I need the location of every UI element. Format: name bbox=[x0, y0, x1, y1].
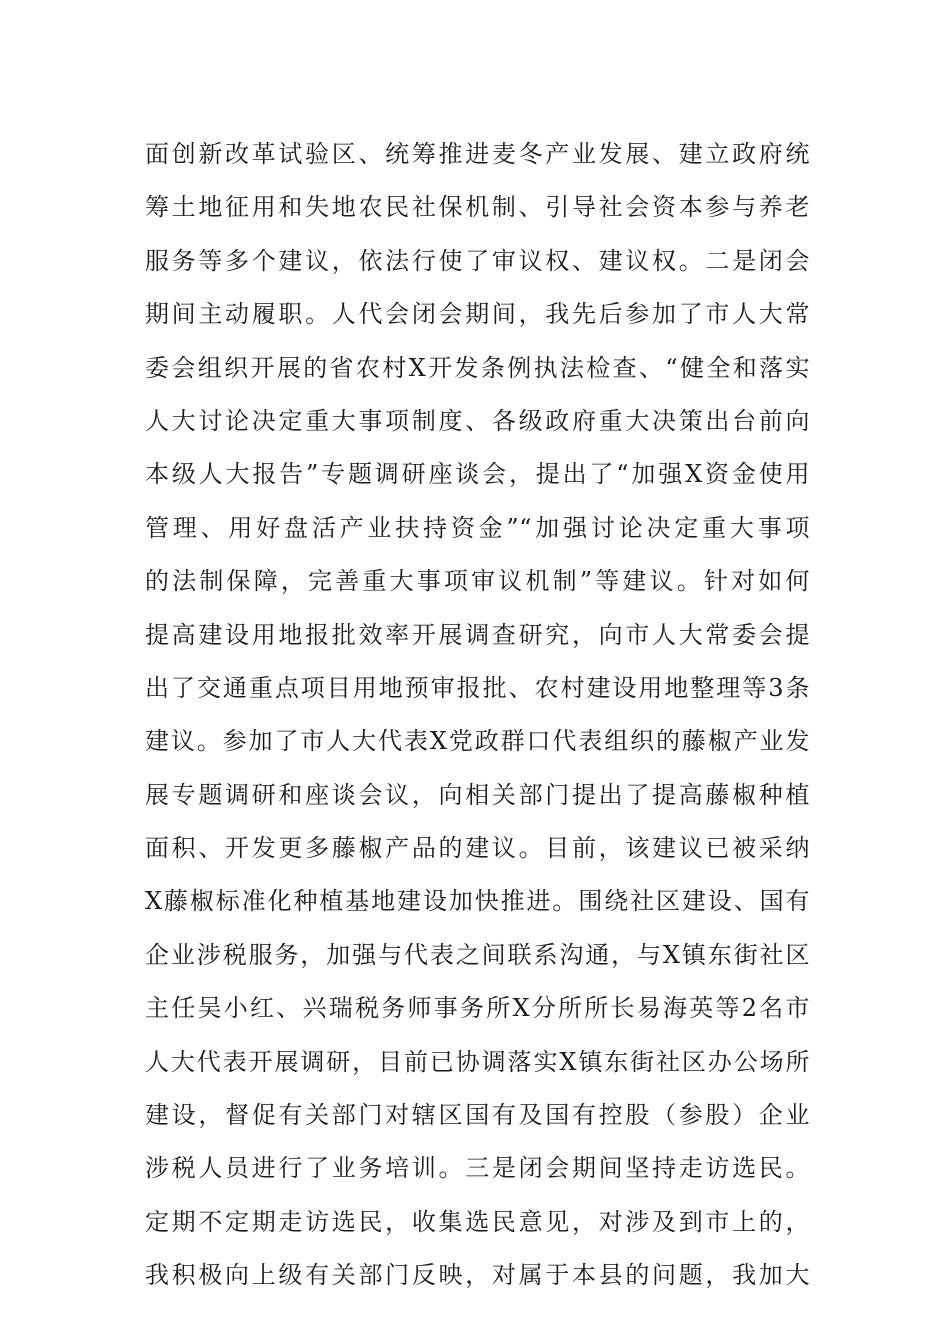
text-line: 建设，督促有关部门对辖区国有及国有控股（参股）企业 bbox=[145, 1101, 810, 1130]
text-line: 展专题调研和座谈会议，向相关部门提出了提高藤椒种植 bbox=[145, 780, 810, 809]
text-line: 面创新改革试验区、统筹推进麦冬产业发展、建立政府统 bbox=[145, 140, 810, 168]
text-line: 建议。参加了市人大代表X党政群口代表组织的藤椒产业发 bbox=[145, 727, 810, 756]
text-line: 管理、用好盘活产业扶持资金”“加强讨论决定重大事项 bbox=[145, 513, 810, 542]
text-line: 出了交通重点项目用地预审报批、农村建设用地整理等3条 bbox=[145, 673, 810, 702]
text-line: 我积极向上级有关部门反映，对属于本县的问题，我加大 bbox=[145, 1261, 810, 1290]
text-line: 服务等多个建议，依法行使了审议权、建议权。二是闭会 bbox=[145, 246, 810, 275]
text-line: 企业涉税服务，加强与代表之间联系沟通，与X镇东街社区 bbox=[145, 940, 810, 969]
text-line: 涉税人员进行了业务培训。三是闭会期间坚持走访选民。 bbox=[145, 1154, 810, 1183]
text-line: 定期不定期走访选民，收集选民意见，对涉及到市上的， bbox=[145, 1207, 810, 1236]
text-line: 人大代表开展调研，目前已协调落实X镇东街社区办公场所 bbox=[145, 1047, 810, 1076]
text-line: 提高建设用地报批效率开展调查研究，向市人大常委会提 bbox=[145, 620, 810, 649]
text-line: 主任吴小红、兴瑞税务师事务所X分所所长易海英等2名市 bbox=[145, 994, 810, 1023]
text-line: 面积、开发更多藤椒产品的建议。目前，该建议已被采纳 bbox=[145, 834, 810, 863]
text-line: 本级人大报告”专题调研座谈会，提出了“加强X资金使用 bbox=[145, 460, 810, 489]
text-line: X藤椒标准化种植基地建设加快推进。围绕社区建设、国有 bbox=[145, 887, 810, 916]
text-line: 委会组织开展的省农村X开发条例执法检查、“健全和落实 bbox=[145, 353, 810, 382]
body-paragraph bbox=[145, 128, 810, 1303]
text-line: 期间主动履职。人代会闭会期间，我先后参加了市人大常 bbox=[145, 300, 810, 329]
text-line: 筹土地征用和失地农民社保机制、引导社会资本参与养老 bbox=[145, 193, 810, 222]
text-line: 的法制保障，完善重大事项审议机制”等建议。针对如何 bbox=[145, 567, 810, 596]
text-line: 人大讨论决定重大事项制度、各级政府重大决策出台前向 bbox=[145, 406, 810, 435]
